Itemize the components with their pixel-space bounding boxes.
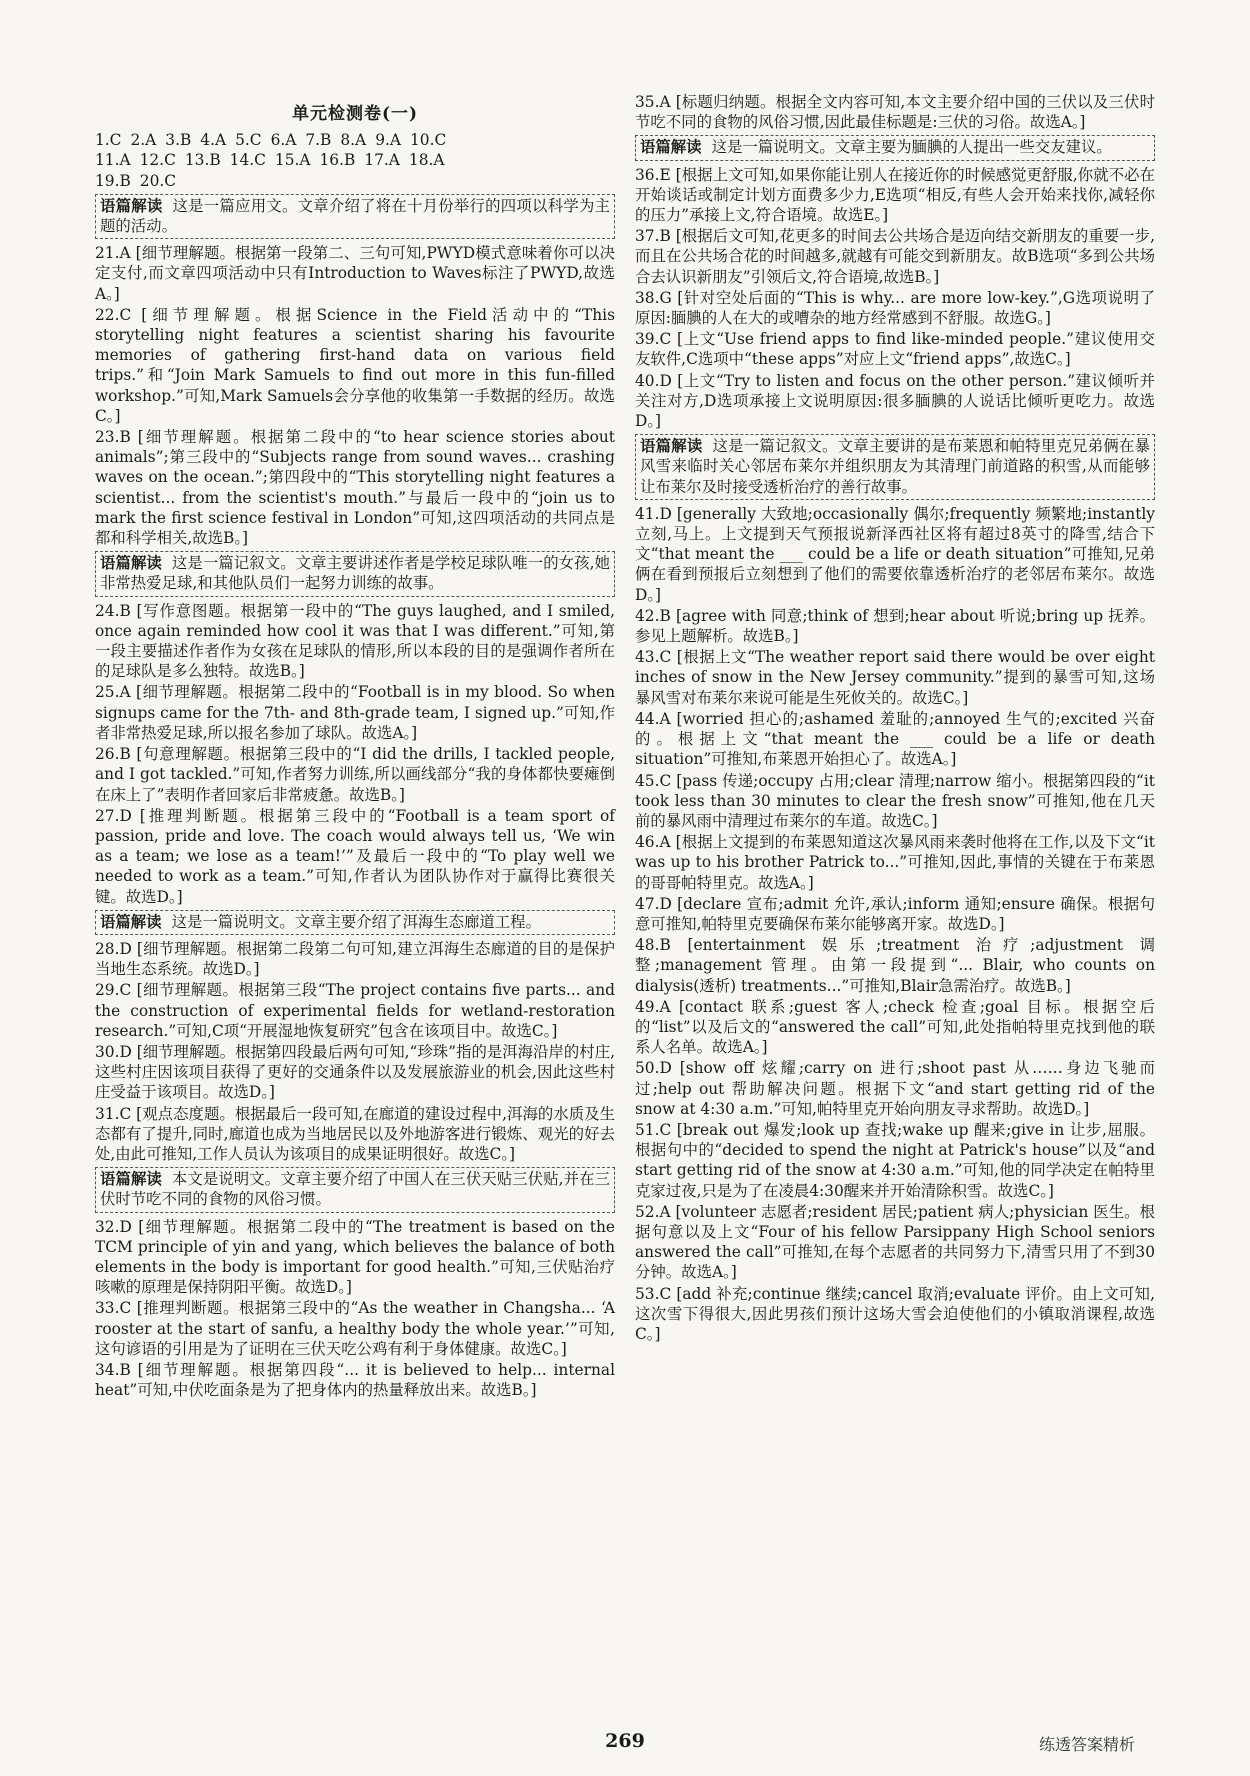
answer-explanation: 26.B [句意理解题。根据第三段中的“I did the drills, I tackled people, and I got tackled.”可知,作者努力训练,所以画线部分“我的身体都快要瘫倒在床上了”表明作者回家后非常疲惫。故选B。] bbox=[95, 745, 615, 804]
answer-explanation: 31.C [观点态度题。根据最后一段可知,在廊道的建设过程中,洱海的水质及生态都有了提升,同时,廊道也成为当地居民以及外地游客进行锻炼、观光的好去处,由此可推知,工作人员认为该项目的成果证明很好。故选C。] bbox=[95, 1104, 615, 1163]
passage-summary-label: 语篇解读 bbox=[640, 437, 703, 456]
answer-item: 1.C bbox=[95, 131, 122, 150]
answer-item: 13.B bbox=[184, 151, 221, 170]
answer-item: 14.C bbox=[229, 151, 266, 170]
page-number: 269 bbox=[605, 1730, 645, 1752]
answer-explanation: 40.D [上文“Try to listen and focus on the other person.”建议倾听并关注对方,D选项承接上文说明原因:很多腼腆的人说话比倾听更吃力。故选D。] bbox=[635, 371, 1155, 431]
answer-explanation: 24.B [写作意图题。根据第一段中的“The guys laughed, and I smiled, once again reminded how cool it was that I was different.”可知,第一段主要描述作者作为女孩在足球队的情形,所以本段的目的是强调作者所在的足球队是多么独特。故选B。] bbox=[95, 601, 615, 681]
answer-explanation: 33.C [推理判断题。根据第三段中的“As the weather in Changsha... ‘A rooster at the start of sanfu, a healthy body the whole year.’”可知,这句谚语的引用是为了证明在三伏天吃公鸡有利于身体健康。故选C。] bbox=[95, 1299, 615, 1358]
answer-item: 12.C bbox=[139, 151, 176, 170]
passage-summary-label: 语篇解读 bbox=[100, 554, 162, 573]
answer-key bbox=[95, 130, 615, 191]
answer-explanation: 38.G [针对空处后面的“This is why... are more low-key.”,G选项说明了原因:腼腆的人在大的或嘈杂的地方经常感到不舒服。故选G。] bbox=[635, 288, 1155, 328]
passage-summary-text: 这是一篇说明文。文章主要介绍了洱海生态廊道工程。 bbox=[171, 912, 541, 931]
answer-explanation: 35.A [标题归纳题。根据全文内容可知,本文主要介绍中国的三伏以及三伏时节吃不同的食物的风俗习惯,因此最佳标题是:三伏的习俗。故选A。] bbox=[635, 93, 1155, 132]
unit-title: 单元检测卷(一) bbox=[291, 104, 419, 124]
answer-explanation: 37.B [根据后文可知,花更多的时间去公共场合是迈向结交新朋友的重要一步,而且在公共场合花的时间越多,就越有可能交到新朋友。故B选项“多到公共场合去认识新朋友”引领后文,符合语境,故选B。] bbox=[635, 227, 1155, 286]
left-blocks bbox=[95, 194, 615, 1401]
answer-item: 5.C bbox=[235, 131, 262, 150]
answer-explanation: 34.B [细节理解题。根据第四段“... it is believed to help... internal heat”可知,中伏吃面条是为了把身体内的热量释放出来。故选B。] bbox=[95, 1360, 615, 1400]
passage-summary-box bbox=[95, 551, 615, 596]
answer-explanation: 43.C [根据上文“The weather report said there would be over eight inches of snow in the New Jersey community.”提到的暴雪可知,这场暴风雪对布莱尔来说可能是生死攸关的。故选C。] bbox=[635, 648, 1155, 707]
answer-explanation: 27.D [推理判断题。根据第三段中的“Football is a team sport of passion, pride and love. The coach would always tell us, ‘We win as a team; we lose as a team!’”及最后一段中的“To play well we needed to work as a team.”可知,作者认为团队协作对于赢得比赛很关键。故选D。] bbox=[95, 806, 615, 906]
answer-explanation: 52.A [volunteer 志愿者;resident 居民;patient 病人;physician 医生。根据句意以及上文“Four of his fellow Parsippany High School seniors answered the call”可推知,在每个志愿者的共同努力下,清雪只用了不到30分钟。故选A。] bbox=[635, 1202, 1155, 1282]
answer-explanation: 50.D [show off 炫耀;carry on 进行;shoot past 从……身边飞驰而过;help out 帮助解决问题。根据下文“and start getting rid of the snow at 4:30 a.m.”可知,帕特里克开始向朋友寻求帮助。故选D。] bbox=[635, 1059, 1155, 1118]
passage-summary-text: 这是一篇记叙文。文章主要讲述作者是学校足球队唯一的女孩,她非常热爱足球,和其他队员们一起努力训练的故事。 bbox=[100, 554, 610, 593]
answer-explanation: 25.A [细节理解题。根据第二段中的“Football is in my blood. So when signups came for the 7th- and 8th-grade team, I signed up.”可知,作者非常热爱足球,所以报名参加了球队。故选A。] bbox=[95, 683, 615, 742]
passage-summary-text: 这是一篇说明文。文章主要为腼腆的人提出一些交友建议。 bbox=[711, 138, 1112, 157]
answer-item: 9.A bbox=[375, 131, 401, 150]
answer-explanation: 44.A [worried 担心的;ashamed 羞耻的;annoyed 生气的;excited 兴奋的。根据上文“that meant the ___ could be a life or death situation”可推知,布莱恩开始担心了。故选A。] bbox=[635, 709, 1155, 769]
right-blocks bbox=[635, 92, 1155, 1344]
answer-row bbox=[95, 171, 615, 191]
answer-explanation: 51.C [break out 爆发;look up 查找;wake up 醒来;give in 让步,屈服。根据句中的“decided to spend the night at Patrick's house”以及“and start getting rid of the snow at 4:30 a.m.”可知,他的同学决定在帕特里克家过夜,只是为了在凌晨4:30醒来并开始清除积雪。故选C。] bbox=[635, 1120, 1155, 1200]
passage-summary-box bbox=[635, 135, 1155, 160]
passage-summary-text: 本文是说明文。文章主要介绍了中国人在三伏天贴三伏贴,并在三伏时节吃不同的食物的风俗习惯。 bbox=[100, 1170, 610, 1209]
answer-explanation: 53.C [add 补充;continue 继续;cancel 取消;evaluate 评价。由上文可知,这次雪下得很大,因此男孩们预计这场大雪会迫使他们的小镇取消课程,故选C。] bbox=[635, 1284, 1155, 1343]
answer-explanation: 23.B [细节理解题。根据第二段中的“to hear science stories about animals”;第三段中的“Subjects range from sound waves... crashing waves on the ocean.”;第四段中的“This storytelling night features a scientist... from the scientist's mouth.”与最后一段中的“join us to mark the first science festival in London”可知,这四项活动的共同点是都和科学相关,故选B。] bbox=[95, 428, 615, 548]
passage-summary-box bbox=[95, 194, 615, 239]
answer-explanation: 48.B [entertainment 娱乐;treatment 治疗;adjustment 调整;management 管理。由第一段提到“... Blair, who counts on dialysis(透析) treatments...”可推知,Blair急需治疗。故选B。] bbox=[635, 936, 1155, 995]
footer-label: 练透答案精析 bbox=[1038, 1735, 1135, 1754]
answer-item: 19.B bbox=[95, 171, 131, 190]
answer-explanation: 49.A [contact 联系;guest 客人;check 检查;goal 目标。根据空后的“list”以及后文的“answered the call”可知,此处指帕特里克找到他的联系人名单。故选A。] bbox=[635, 997, 1155, 1057]
answer-explanation: 41.D [generally 大致地;occasionally 偶尔;frequently 频繁地;instantly 立刻,马上。上文提到天气预报说新泽西社区将有超过8英寸的降雪,结合下文“that meant the ___ could be a life or death situation”可推知,兄弟俩在看到预报后立刻想到了他们的需要依靠透析治疗的老邻居布莱尔。故选D。] bbox=[635, 504, 1155, 604]
passage-summary-box bbox=[95, 1167, 615, 1212]
answer-item: 20.C bbox=[139, 171, 177, 190]
answer-explanation: 36.E [根据上文可知,如果你能让别人在接近你的时候感觉更舒服,你就不必在开始谈话或制定计划方面费多少力,E选项“相反,有些人会开始来找你,减轻你的压力”承接上文,符合语境。故选E。] bbox=[635, 165, 1155, 225]
passage-summary-box bbox=[95, 910, 615, 935]
right-column bbox=[635, 92, 1155, 1345]
answer-item: 15.A bbox=[274, 151, 311, 170]
answer-item: 18.A bbox=[408, 151, 445, 170]
answer-item: 11.A bbox=[95, 151, 131, 170]
passage-summary-text: 这是一篇记叙文。文章主要讲的是布莱恩和帕特里克兄弟俩在暴风雪来临时关心邻居布莱尔并组织朋友为其清理门前道路的积雪,从而能够让布莱尔及时接受透析治疗的善行故事。 bbox=[640, 437, 1150, 496]
answer-explanation: 46.A [根据上文提到的布莱恩知道这次暴风雨来袭时他将在工作,以及下文“it was up to his brother Patrick to...”可推知,因此,事情的关键在于布莱恩的哥哥帕特里克。故选A。] bbox=[635, 833, 1155, 892]
answer-item: 2.A bbox=[130, 131, 157, 150]
answer-explanation: 47.D [declare 宣布;admit 允许,承认;inform 通知;ensure 确保。根据句意可推知,帕特里克要确保布莱尔能够离开家。故选D。] bbox=[635, 894, 1155, 933]
answer-item: 10.C bbox=[410, 131, 447, 150]
passage-summary-label: 语篇解读 bbox=[640, 138, 702, 157]
answer-explanation: 42.B [agree with 同意;think of 想到;hear about 听说;bring up 抚养。参见上题解析。故选B。] bbox=[635, 606, 1155, 646]
answer-explanation: 30.D [细节理解题。根据第四段最后两句可知,“珍珠”指的是洱海沿岸的村庄,这些村庄因该项目获得了更好的交通条件以及发展旅游业的机会,因此这些村庄受益于该项目。故选D。] bbox=[95, 1042, 615, 1102]
passage-summary-label: 语篇解读 bbox=[100, 1170, 162, 1189]
answer-explanation: 32.D [细节理解题。根据第二段中的“The treatment is based on the TCM principle of yin and yang, which believes the balance of both elements in the body is important for good health.”可知,三伏贴治疗咳嗽的原理是保持阴阳平衡。故选D。] bbox=[95, 1217, 615, 1297]
passage-summary-text: 这是一篇应用文。文章介绍了将在十月份举行的四项以科学为主题的活动。 bbox=[100, 196, 610, 236]
answer-explanation: 45.C [pass 传递;occupy 占用;clear 清理;narrow 缩小。根据第四段的“it took less than 30 minutes to clear the fresh snow”可推知,他在几天前的暴风雨中清理过布莱尔的车道。故选C。] bbox=[635, 771, 1155, 830]
answer-item: 4.A bbox=[200, 131, 227, 150]
answer-item: 16.B bbox=[319, 151, 356, 170]
answer-page bbox=[95, 92, 1155, 1692]
left-column bbox=[95, 92, 615, 1401]
passage-summary-box bbox=[635, 434, 1155, 500]
answer-explanation: 29.C [细节理解题。根据第三段“The project contains five parts... and the construction of experimental fields for wetland-restoration research.”可知,C项“开展湿地恢复研究”包含在该项目中。故选C。] bbox=[95, 981, 615, 1040]
answer-explanation: 22.C [细节理解题。根据Science in the Field活动中的“This storytelling night features a scientist sharing his favourite memories of gathering first-hand data on various field trips.”和“Join Mark Samuels to find out more in this fun-filled workshop.”可知,Mark Samuels会分享他的收集第一手数据的经历。故选C。] bbox=[95, 305, 615, 425]
answer-row bbox=[95, 150, 615, 170]
answer-item: 17.A bbox=[364, 151, 400, 170]
answer-item: 3.B bbox=[165, 131, 192, 150]
passage-summary-label: 语篇解读 bbox=[100, 912, 162, 931]
answer-item: 8.A bbox=[340, 131, 367, 150]
answer-item: 6.A bbox=[270, 131, 297, 150]
answer-explanation: 39.C [上文“Use friend apps to find like-minded people.”建议使用交友软件,C选项中“these apps”对应上文“friend apps”,故选C。] bbox=[635, 330, 1155, 369]
answer-explanation: 28.D [细节理解题。根据第二段第二句可知,建立洱海生态廊道的目的是保护当地生态系统。故选D。] bbox=[95, 939, 615, 979]
passage-summary-label: 语篇解读 bbox=[100, 196, 163, 215]
answer-row bbox=[95, 130, 615, 150]
answer-item: 7.B bbox=[305, 131, 332, 150]
answer-explanation: 21.A [细节理解题。根据第一段第二、三句可知,PWYD模式意味着你可以决定支付,而文章四项活动中只有Introduction to Waves标注了PWYD,故选A。] bbox=[95, 244, 615, 303]
